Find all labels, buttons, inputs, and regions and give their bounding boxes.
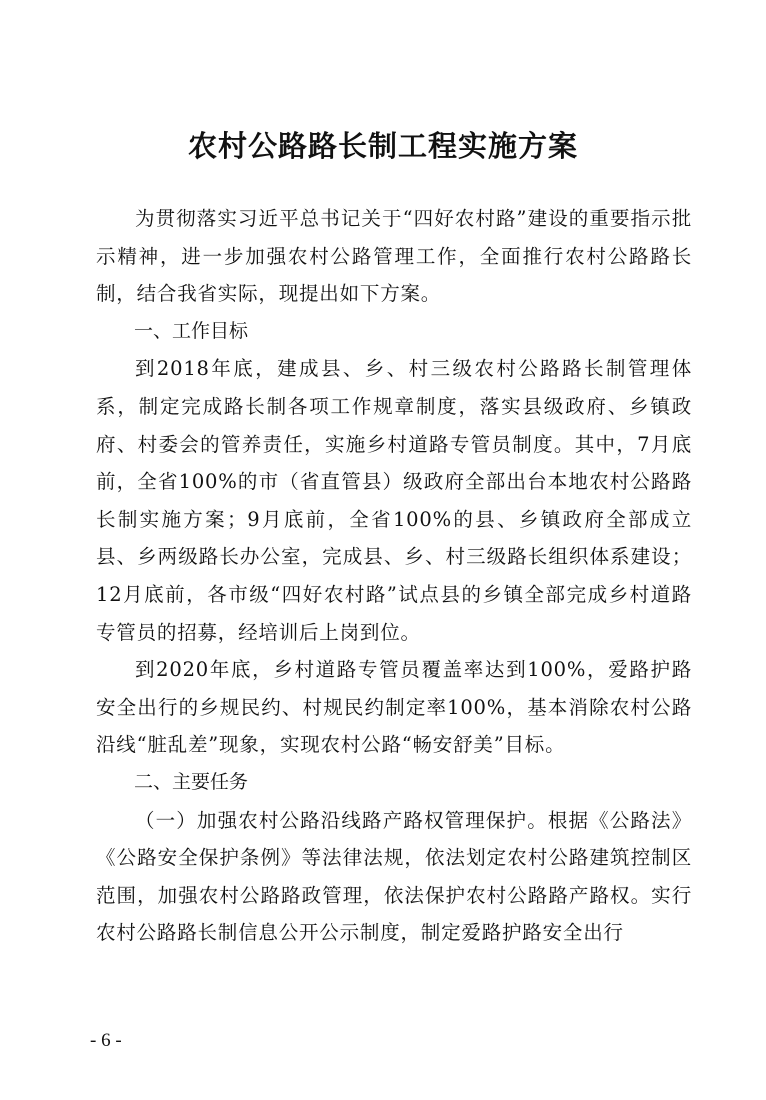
main-tasks-paragraph-1: （一）加强农村公路沿线路产路权管理保护。根据《公路法》《公路安全保护条例》等法律法规，依法划定农村公路建筑控制区范围，加强农村公路路政管理，依法保护农村公路路产路权。实行农村公路路长制信息公开公示制度，制定爱路护路安全出行: [96, 808, 692, 945]
section-heading-work-goals: 一、工作目标: [134, 319, 249, 342]
page-number: - 6 -: [90, 1030, 122, 1051]
document-body: [96, 200, 692, 952]
work-goals-paragraph-1: 到2018年底，建成县、乡、村三级农村公路路长制管理体系，制定完成路长制各项工作规章制度，落实县级政府、乡镇政府、村委会的管养责任，实施乡村道路专管员制度。其中，7月底前，全省100%的市（省直管县）级政府全部出台本地农村公路路长制实施方案；9月底前，全省100%的县、乡镇政府全部成立县、乡两级路长办公室，完成县、乡、村三级路长组织体系建设； 12月底前，各市级“四好农村路”试点县的乡镇全部完成乡村道路专管员的招募，经培训后上岗到位。: [96, 357, 692, 644]
section-heading-main-tasks: 二、主要任务: [134, 770, 249, 793]
document-title: 农村公路路长制工程实施方案: [187, 129, 578, 163]
work-goals-paragraph-2: 到2020年底，乡村道路专管员覆盖率达到100%，爱路护路安全出行的乡规民约、村规民约制定率100%，基本消除农村公路沿线“脏乱差”现象，实现农村公路“畅安舒美”目标。: [96, 658, 692, 757]
intro-paragraph: 为贯彻落实习近平总书记关于“四好农村路”建设的重要指示批示精神，进一步加强农村公路管理工作，全面推行农村公路路长制，结合我省实际，现提出如下方案。: [96, 207, 692, 306]
